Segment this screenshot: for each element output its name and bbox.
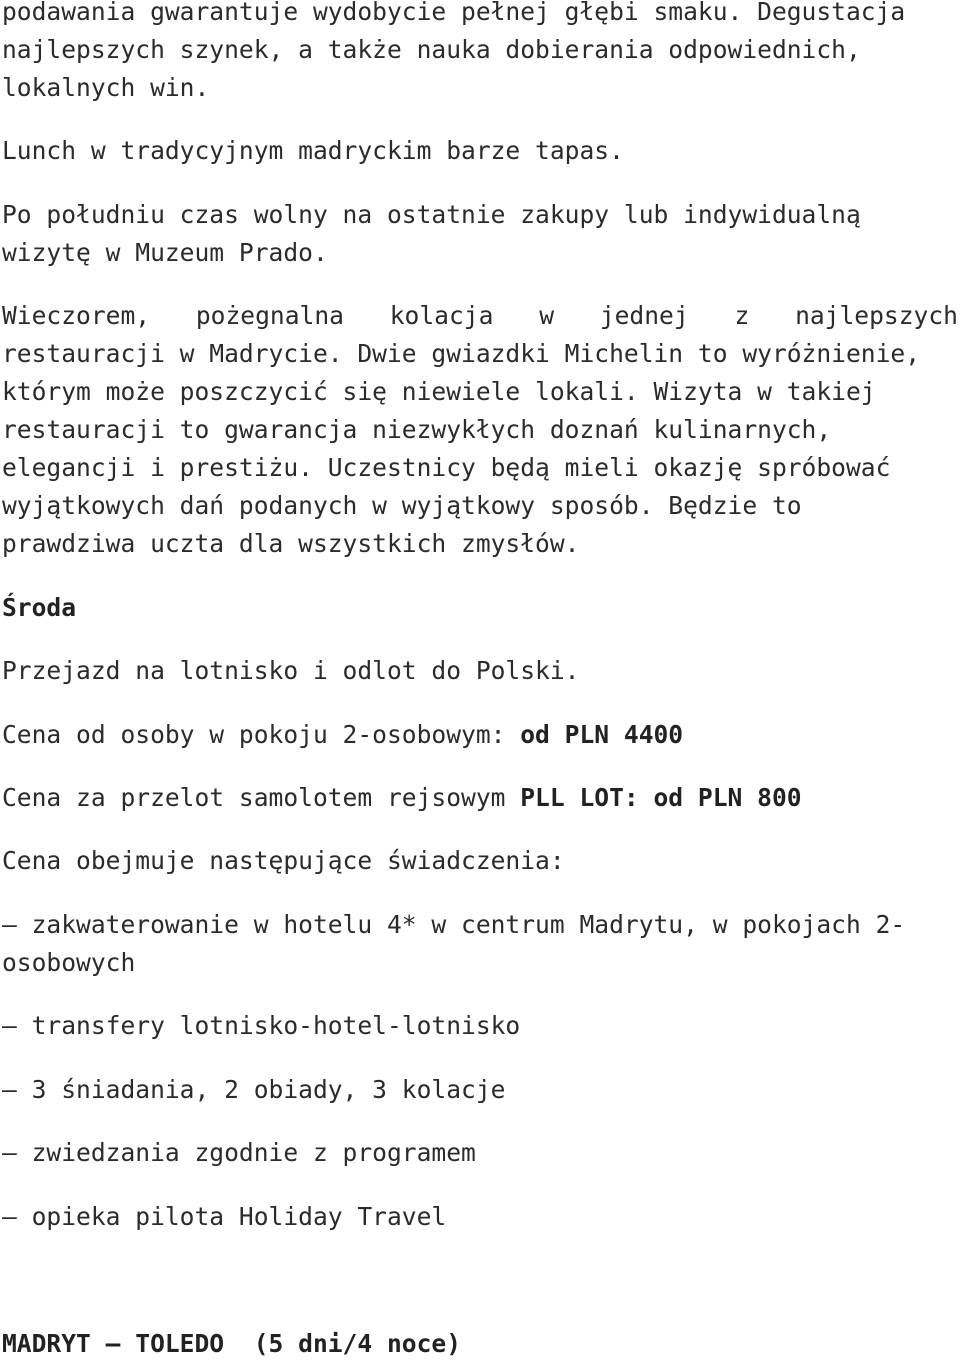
evening-line-6: wyjątkowych dań podanych w wyjątkowy sposób. Będzie to: [2, 491, 802, 520]
intro-line-1: podawania gwarantuje wydobycie pełnej głębi smaku. Degustacja: [2, 0, 906, 26]
intro-line-2: najlepszych szynek, a także nauka dobierania odpowiednich,: [2, 35, 861, 64]
next-tour-title: MADRYT – TOLEDO (5 dni/4 noce): [2, 1329, 462, 1358]
price-room-value: od PLN 4400: [520, 720, 684, 749]
includes-item-pilot: – opieka pilota Holiday Travel: [2, 1202, 447, 1231]
day-heading: Środa: [2, 593, 77, 622]
evening-word: pożegnalna: [195, 301, 344, 330]
price-flight-value: PLL LOT: od PLN 800: [520, 783, 802, 812]
includes-heading: Cena obejmuje następujące świadczenia:: [2, 846, 565, 875]
evening-word: z: [734, 301, 750, 330]
evening-word: w: [539, 301, 555, 330]
evening-word: najlepszych: [795, 301, 958, 330]
includes-item-transfers: – transfery lotnisko-hotel-lotnisko: [2, 1011, 521, 1040]
evening-line-1: [2, 297, 958, 335]
intro-line-3: lokalnych win.: [2, 73, 210, 102]
afternoon-line-1: Po południu czas wolny na ostatnie zakupy lub indywidualną: [2, 200, 861, 229]
includes-item-sightseeing: – zwiedzania zgodnie z programem: [2, 1138, 476, 1167]
evening-word: kolacja: [389, 301, 494, 330]
departure-paragraph: Przejazd na lotnisko i odlot do Polski.: [2, 656, 580, 685]
includes-item-hotel-cont: osobowych: [2, 948, 136, 977]
afternoon-line-2: wizytę w Muzeum Prado.: [2, 238, 328, 267]
lunch-paragraph: Lunch w tradycyjnym madryckim barze tapas.: [2, 136, 624, 165]
evening-word: Wieczorem,: [2, 301, 151, 330]
evening-line-5: elegancji i prestiżu. Uczestnicy będą mieli okazję spróbować: [2, 453, 891, 482]
evening-line-4: restauracji to gwarancja niezwykłych doznań kulinarnych,: [2, 415, 832, 444]
evening-word: jednej: [599, 301, 689, 330]
price-room: Cena od osoby w pokoju 2-osobowym: od PLN 4400: [2, 720, 684, 749]
includes-item-meals: – 3 śniadania, 2 obiady, 3 kolacje: [2, 1075, 506, 1104]
evening-line-2: restauracji w Madrycie. Dwie gwiazdki Michelin to wyróżnienie,: [2, 339, 921, 368]
evening-line-7: prawdziwa uczta dla wszystkich zmysłów.: [2, 529, 580, 558]
evening-line-3: którym może poszczycić się niewiele lokali. Wizyta w takiej: [2, 377, 876, 406]
includes-item-hotel: – zakwaterowanie w hotelu 4* w centrum Madrytu, w pokojach 2-: [2, 910, 906, 939]
price-flight: Cena za przelot samolotem rejsowym PLL LOT: od PLN 800: [2, 783, 802, 812]
